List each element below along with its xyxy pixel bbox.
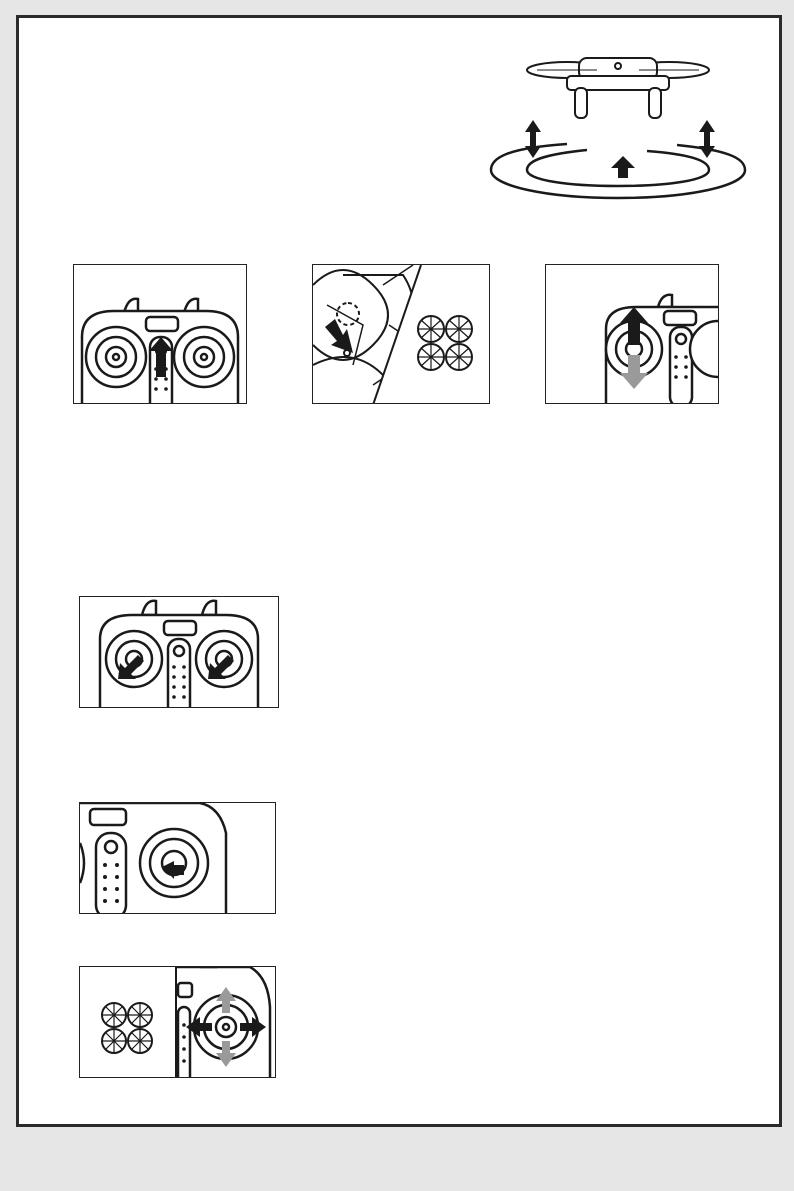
controller-icon [80,803,226,913]
up-arrow-icon [611,156,635,178]
power-on-figure [73,264,247,404]
pointer-arrow-icon [325,319,353,353]
direction-trim-figure [79,966,276,1078]
calibrate-figure [79,596,279,708]
controller-icon [606,295,718,403]
up-down-arrow-icon [525,120,715,158]
manual-page [16,15,782,1127]
drone-switch-figure [312,264,490,404]
drone-icon [527,58,709,118]
right-stick-press-figure [79,802,276,914]
throttle-figure [545,264,719,404]
controller-icon [100,601,258,707]
drone-hover-illustration [487,48,749,208]
drone-top-icon [102,1003,152,1053]
